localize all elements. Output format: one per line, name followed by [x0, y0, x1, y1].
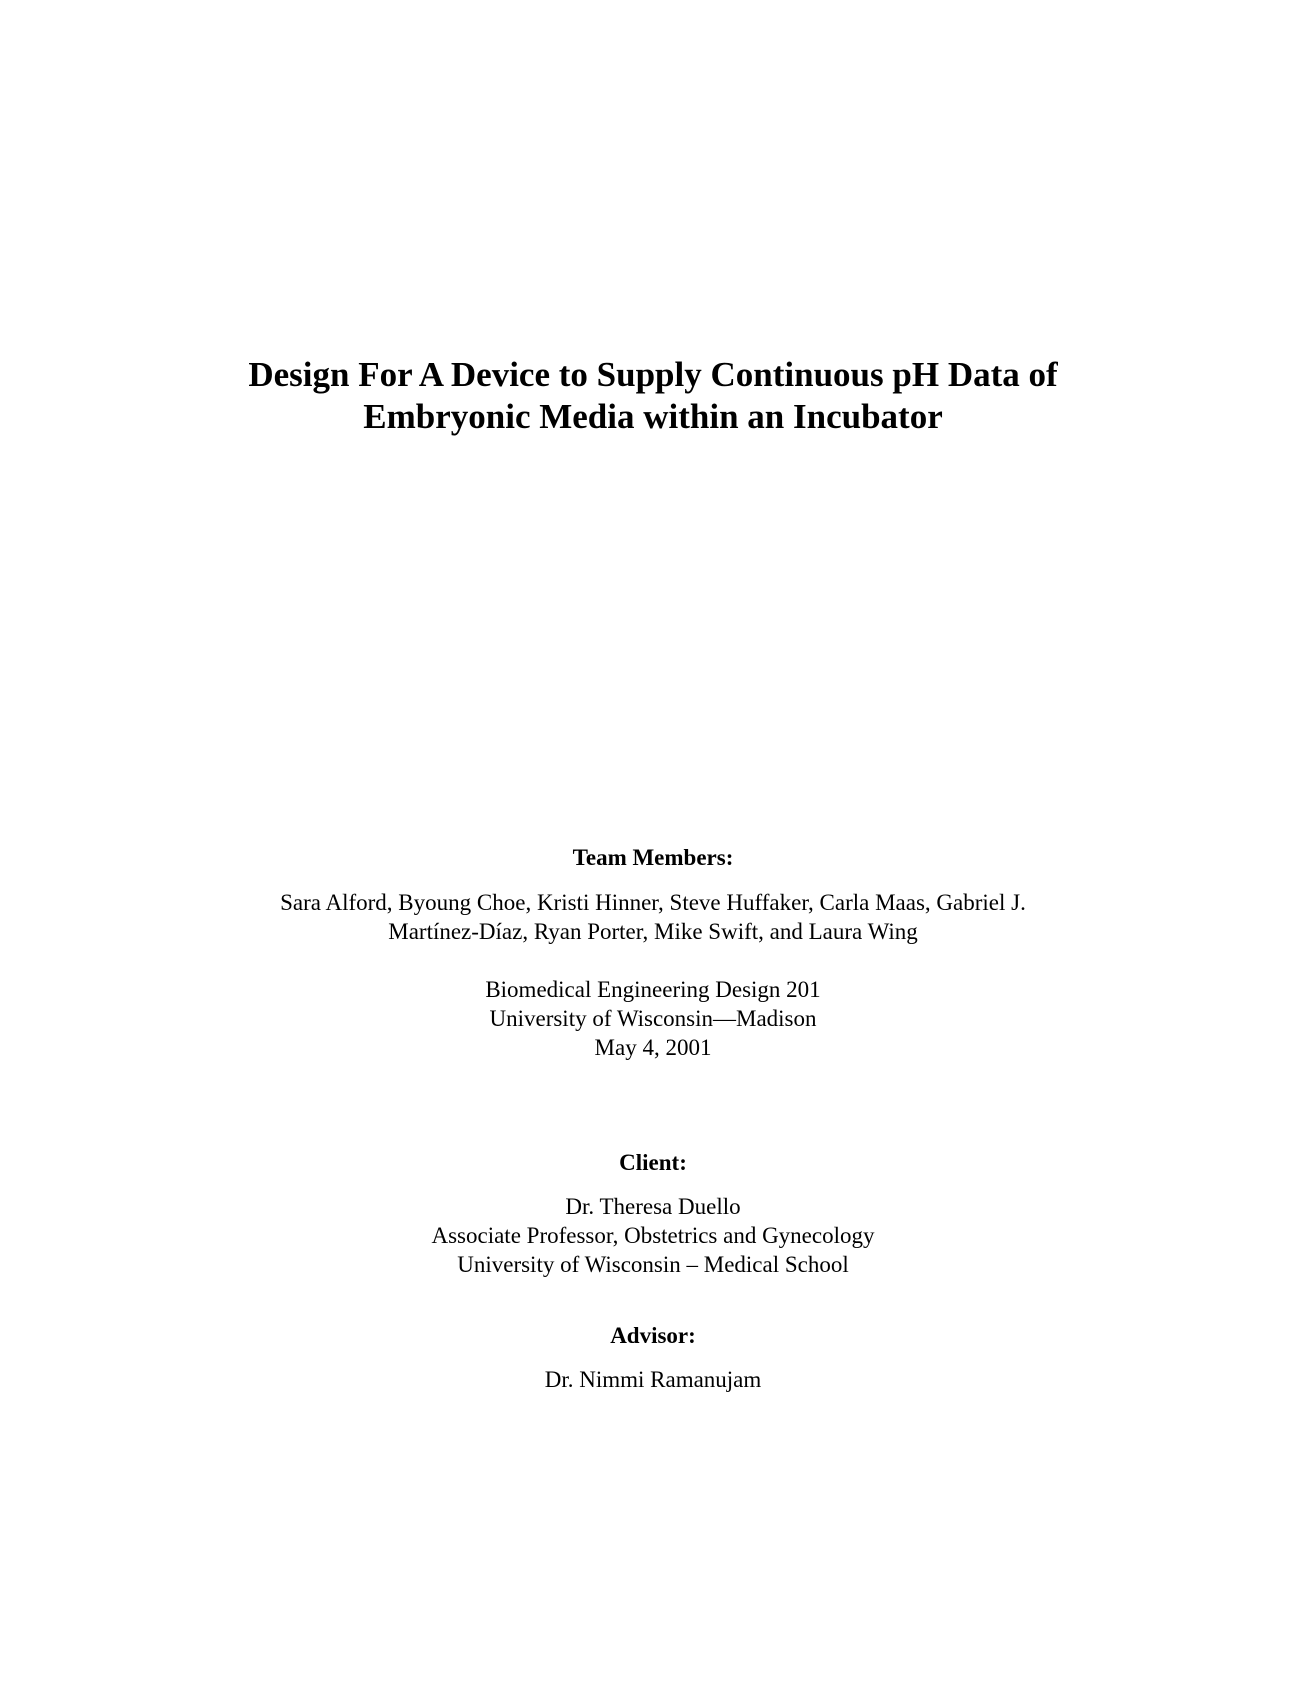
report-date: May 4, 2001 [594, 1035, 712, 1060]
team-members-line-2: Martínez-Díaz, Ryan Porter, Mike Swift, and Laura Wing [388, 919, 918, 944]
title-line-1: Design For A Device to Supply Continuous pH Data of [248, 355, 1058, 394]
client-position: Associate Professor, Obstetrics and Gynecology [431, 1223, 875, 1248]
team-members-line-1: Sara Alford, Byoung Choe, Kristi Hinner, Steve Huffaker, Carla Maas, Gabriel J. [280, 890, 1026, 915]
client-heading: Client: [619, 1150, 687, 1175]
course-name: Biomedical Engineering Design 201 [485, 977, 821, 1002]
document-title [0, 354, 1306, 438]
client-institution: University of Wisconsin – Medical School [457, 1252, 849, 1277]
team-members-heading: Team Members: [572, 845, 734, 870]
client-name: Dr. Theresa Duello [565, 1194, 741, 1219]
team-members-list [0, 888, 1306, 946]
client-info [0, 1192, 1306, 1279]
advisor-heading: Advisor: [610, 1323, 696, 1348]
course-info [0, 975, 1306, 1062]
university-name: University of Wisconsin—Madison [489, 1006, 817, 1031]
title-line-2: Embryonic Media within an Incubator [363, 397, 943, 436]
advisor-name: Dr. Nimmi Ramanujam [544, 1367, 762, 1392]
advisor-info [0, 1365, 1306, 1394]
